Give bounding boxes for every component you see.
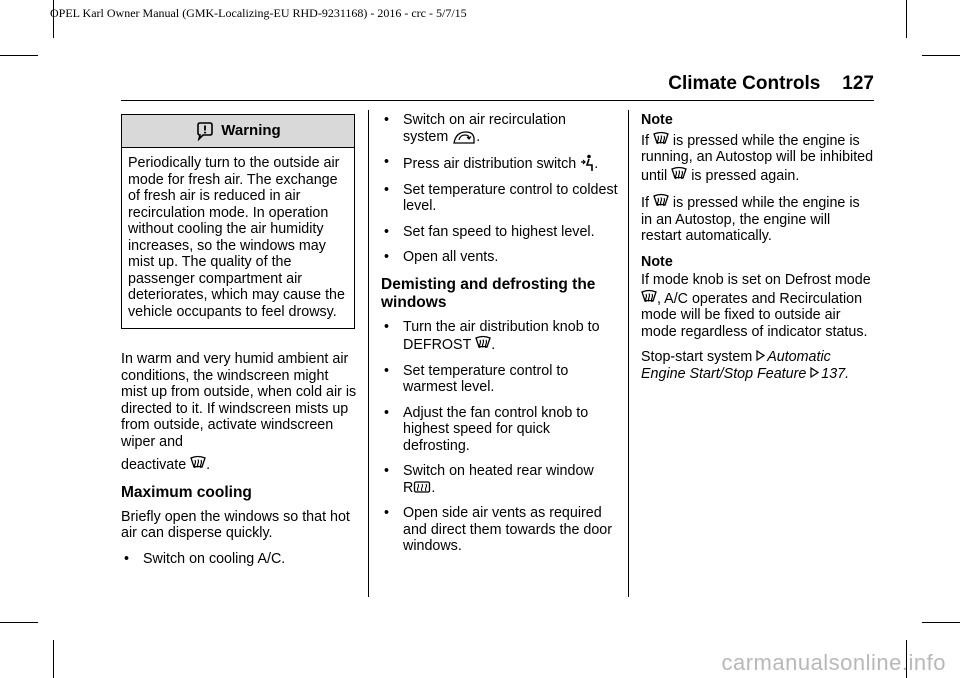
section-title: Climate Controls [668,73,821,94]
list-item [381,224,619,241]
air-distribution-icon [580,154,594,172]
list-item-text: Switch on air recirculation system [403,112,566,145]
list-item [381,249,619,266]
cross-reference-link[interactable]: Automatic Engine Start/Stop Feature [641,349,831,382]
bullet: • [384,318,390,335]
column-divider [368,110,369,597]
windscreen-defrost-icon [475,335,491,353]
stop-start-reference [641,349,874,382]
bullet: • [384,505,390,521]
note-label: Note [641,112,673,128]
windscreen-defrost-icon [653,193,669,211]
warning-title: Warning [221,121,281,139]
list-item [381,405,619,455]
reference-text: Stop-start system [641,349,753,365]
windscreen-defrost-icon [190,455,206,473]
bullet: • [384,154,390,170]
humidity-text: In warm and very humid ambient air conditions, the windscreen might mist up from outside, when cold air is directed to it. If windscreen mists up from outside, activate windscreen wiper and [121,351,357,450]
cross-reference-arrow-icon [810,367,819,378]
max-cooling-list [381,112,619,266]
recirculation-icon [452,129,476,145]
note-label: Note [641,253,673,270]
note-text: If [641,132,649,149]
doc-header: OPEL Karl Owner Manual (GMK-Localizing-EU RHD-9231168) - 2016 - crc - 5/7/15 [50,6,467,20]
bullet: • [384,249,390,265]
demisting-list [381,319,619,555]
windscreen-defrost-icon [641,289,657,307]
running-head [668,73,874,95]
list-item: • Switch on heated rear window R . [384,463,594,496]
bullet: • [384,112,390,128]
column-3 [641,112,874,391]
bullet: • [384,223,390,240]
note-text: If mode knob is set on Defrost mode [641,272,871,288]
warning-icon [195,121,215,141]
deactivate-text: deactivate [121,457,187,473]
list-item-text: Adjust the fan control knob to highest speed for quick defrosting. [403,404,589,454]
header-rule [121,100,874,101]
list-item-text: Set temperature control to warmest level. [403,362,569,395]
note-text: is pressed again. [691,167,800,184]
note-text: If [641,195,649,211]
bullet: • [384,181,390,198]
crop-mark [0,55,38,56]
list-item [121,551,357,568]
rear-window-letter: R [403,479,414,496]
humidity-paragraph: In warm and very humid ambient air conditions, the windscreen might mist up from outside, when cold air is directed to it. If windscreen mists up from outside, activate windscreen wiper and deactivate . [121,351,357,473]
demisting-heading: Demisting and defrosting the windows [381,275,596,311]
note-text: , A/C operates and Recirculation mode will be fixed to outside air mode regardless of indicator status. [641,290,868,340]
list-item-text: Switch on heated rear window [403,463,594,479]
crop-mark [906,0,907,38]
bullet: • [384,463,390,479]
note-autostop-paragraph [641,131,874,185]
list-item: • Switch on air recirculation system . [384,112,566,145]
crop-mark [922,55,960,56]
list-item [381,182,619,215]
list-item-text: Open all vents. [403,249,499,265]
watermark: carmanualsonline.info [721,650,946,675]
list-item-text: Press air distribution switch [403,156,577,172]
list-item [381,363,619,396]
note-text: is pressed while the engine is in an Autostop, the engine will restart automatically. [641,195,860,244]
bullet: • [384,362,390,379]
windscreen-defrost-icon [653,131,669,149]
list-item-text: Set fan speed to highest level. [403,223,595,240]
rear-window-heater-icon [413,480,431,496]
note-defrost-mode-paragraph [641,272,874,340]
note-text: is pressed while the engine is running, an Autostop will be inhibited until [641,132,874,184]
column-2 [381,112,619,564]
list-item-text: Switch on cooling A/C. [143,550,286,567]
note-restart-paragraph [641,193,874,245]
list-item: • Press air distribution switch . [384,154,599,172]
crop-mark [53,640,54,678]
bullet: • [384,404,390,421]
warning-body: Periodically turn to the outside air mode for fresh air. The exchange of fresh air is reduced in air recirculation mode. In operation without cooling the air humidity increases, so the windows may mist up. The quality of the passenger compartment air deteriorates, which may cause the vehicle occupants to feel drowsy. [128,155,345,320]
warning-box [121,114,355,329]
list-item-text: Turn the air distribution knob to DEFROST [403,318,600,353]
crop-mark [0,622,38,623]
max-cooling-paragraph: Briefly open the windows so that hot air can disperse quickly. [121,508,350,541]
crop-mark [922,622,960,623]
list-item-text: Open side air vents as required and direct them towards the door windows. [403,505,613,554]
column-divider [628,110,629,597]
cooling-list [121,551,357,568]
cross-reference-arrow-icon [756,350,765,361]
windscreen-defrost-icon [671,166,687,184]
page-number: 127 [842,73,874,94]
list-item [381,505,619,555]
column-1 [121,112,357,576]
list-item: • Turn the air distribution knob to DEFROST . [384,318,600,353]
max-cooling-heading: Maximum cooling [121,483,252,501]
warning-header [122,115,354,148]
cross-reference-page[interactable]: 137. [821,365,850,382]
bullet: • [124,550,130,567]
list-item-text: Set temperature control to coldest level. [403,181,618,214]
